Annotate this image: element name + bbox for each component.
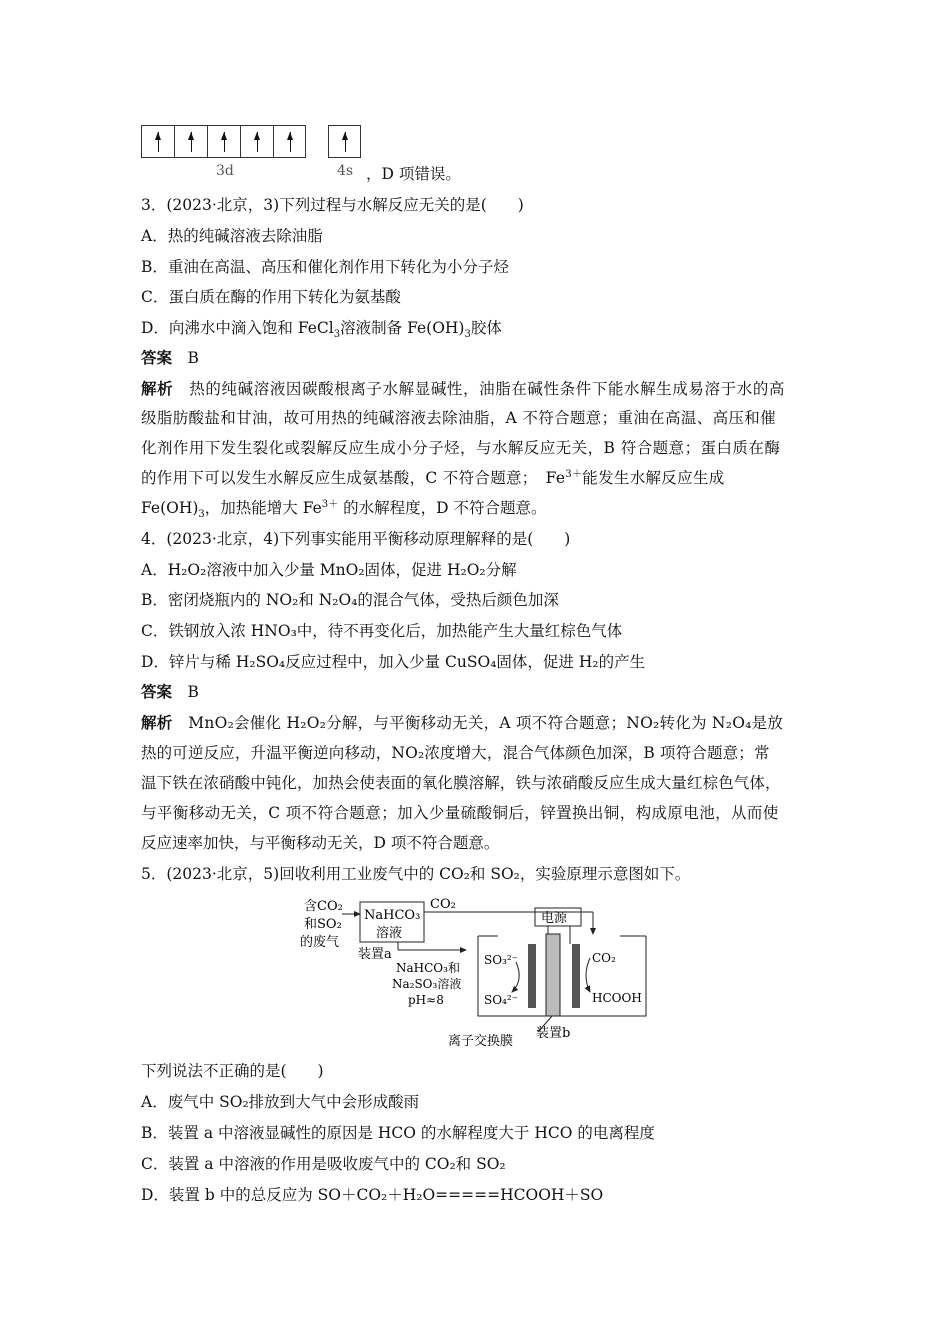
q4-stem: 4．(2023·北京，4)下列事实能用平衡移动原理解释的是( ) bbox=[141, 530, 571, 548]
orbital-box bbox=[328, 125, 361, 158]
q4-option-d: D．锌片与稀 H₂SO₄反应过程中，加入少量 CuSO₄固体，促进 H₂的产生 bbox=[141, 653, 646, 671]
q3-option-b: B．重油在高温、高压和催化剂作用下转化为小分子烃 bbox=[141, 258, 509, 276]
q4-analysis-5: 反应速率加快，与平衡移动无关，D 项不符合题意。 bbox=[141, 834, 500, 852]
q5-option-d: D．装置 b 中的总反应为 SO＋CO₂＋H₂O=====HCOOH＋SO bbox=[141, 1186, 604, 1204]
orbital-box bbox=[240, 125, 273, 158]
orbital-3d bbox=[141, 125, 306, 159]
q3-option-d: D．向沸水中滴入饱和 FeCl$_3$溶液制备 $Fe(OH)_3$胶体 bbox=[141, 319, 502, 341]
orbital-label-4s: 4s bbox=[337, 163, 354, 179]
q4-analysis-3: 温下铁在浓硝酸中钝化，加热会使表面的氧化膜溶解，铁与浓硝酸反应生成大量红棕色气体， bbox=[141, 774, 781, 792]
ion-exchange-membrane bbox=[546, 934, 560, 1016]
q3-stem: 3．(2023·北京，3)下列过程与水解反应无关的是( ) bbox=[141, 196, 524, 214]
q5-option-c: C．装置 a 中溶液的作用是吸收废气中的 CO₂和 SO₂ bbox=[141, 1155, 506, 1173]
q4-option-b: B．密闭烧瓶内的 NO₂和 N₂O₄的混合气体，受热后颜色加深 bbox=[141, 591, 559, 609]
q4-answer: 答案 B bbox=[141, 682, 199, 701]
diagram-inlet-2: 和SO₂ bbox=[304, 917, 342, 932]
q5-stem: 5．(2023·北京，5)回收利用工业废气中的 CO₂和 SO₂，实验原理示意图如下。 bbox=[141, 865, 691, 883]
diagram-solution-3: pH≈8 bbox=[408, 993, 444, 1007]
apparatus-diagram bbox=[298, 892, 658, 1052]
q3-answer: 答案 B bbox=[141, 348, 199, 367]
up-arrow-icon bbox=[224, 132, 225, 152]
diagram-solution-2: Na₂SO₃溶液 bbox=[392, 977, 462, 991]
diagram-device-b: 装置b bbox=[536, 1026, 571, 1041]
q3-option-c: C．蛋白质在酶的作用下转化为氨基酸 bbox=[141, 288, 401, 306]
orbital-box bbox=[273, 125, 306, 158]
q4-analysis-4: 与平衡移动无关，C 项不符合题意；加入少量硫酸铜后，锌置换出铜，构成原电池，从而使 bbox=[141, 804, 779, 822]
diagram-membrane-label: 离子交换膜 bbox=[448, 1034, 514, 1049]
diagram-device-a: 装置a bbox=[358, 947, 392, 962]
diagram-hcooh: HCOOH bbox=[592, 991, 642, 1005]
diagram-co2-right: CO₂ bbox=[592, 951, 616, 965]
diagram-so4: SO₄²⁻ bbox=[484, 993, 519, 1007]
q3-analysis-3: 化剂作用下发生裂化或裂解反应生成小分子烃，与水解反应无关，B 符合题意；蛋白质在酶 bbox=[141, 439, 781, 457]
orbital-label-3d: 3d bbox=[216, 163, 234, 179]
q3-analysis-4: 的作用下可以发生水解反应生成氨基酸，C 不符合题意； $Fe^{3+}$能发生水解反应生成 bbox=[141, 468, 725, 487]
orbital-tail: ，D 项错误。 bbox=[366, 165, 461, 183]
q4-option-c: C．铁钢放入浓 HNO₃中，待不再变化后，加热能产生大量红棕色气体 bbox=[141, 622, 623, 640]
orbital-box bbox=[207, 125, 240, 158]
orbital-4s bbox=[328, 125, 361, 159]
q3-analysis-5: $Fe(OH)_3$，加热能增大 $Fe^{3+}$ 的水解程度，D 不符合题意。 bbox=[141, 498, 547, 521]
up-arrow-icon bbox=[290, 132, 291, 152]
diagram-inlet-1: 含CO₂ bbox=[304, 899, 343, 914]
orbital-box bbox=[141, 125, 174, 158]
up-arrow-icon bbox=[158, 132, 159, 152]
diagram-box-1: NaHCO₃ bbox=[364, 908, 421, 923]
q3-option-a: A．热的纯碱溶液去除油脂 bbox=[141, 227, 323, 245]
diagram-so3: SO₃²⁻ bbox=[484, 953, 519, 967]
q4-analysis-2: 热的可逆反应，升温平衡逆向移动，NO₂浓度增大，混合气体颜色加深，B 项符合题意；常 bbox=[141, 744, 770, 762]
cathode-electrode bbox=[572, 944, 580, 1008]
up-arrow-icon bbox=[345, 132, 346, 152]
q4-option-a: A．H₂O₂溶液中加入少量 MnO₂固体，促进 H₂O₂分解 bbox=[141, 561, 517, 579]
diagram-solution-1: NaHCO₃和 bbox=[396, 961, 460, 975]
diagram-inlet-3: 的废气 bbox=[300, 935, 340, 950]
q5-prompt: 下列说法不正确的是( ) bbox=[141, 1062, 324, 1080]
q3-analysis-2: 级脂肪酸盐和甘油，故可用热的纯碱溶液去除油脂，A 不符合题意；重油在高温、高压和催 bbox=[141, 409, 776, 427]
diagram-power: 电源 bbox=[541, 911, 568, 926]
up-arrow-icon bbox=[257, 132, 258, 152]
orbital-box bbox=[174, 125, 207, 158]
q3-analysis-1: 解析 热的纯碱溶液因碳酸根离子水解显碱性，油脂在碱性条件下能水解生成易溶于水的高 bbox=[141, 379, 786, 398]
q5-option-b: B．装置 a 中溶液显碱性的原因是 HCO 的水解程度大于 HCO 的电离程度 bbox=[141, 1124, 655, 1142]
up-arrow-icon bbox=[191, 132, 192, 152]
anode-electrode bbox=[528, 944, 536, 1008]
diagram-co2-top: CO₂ bbox=[430, 897, 456, 912]
diagram-box-2: 溶液 bbox=[376, 926, 403, 941]
q4-analysis-1: 解析 MnO₂会催化 H₂O₂分解，与平衡移动无关，A 项不符合题意；NO₂转化为 N₂O₄是放 bbox=[141, 713, 784, 732]
q5-option-a: A．废气中 SO₂排放到大气中会形成酸雨 bbox=[141, 1093, 420, 1111]
